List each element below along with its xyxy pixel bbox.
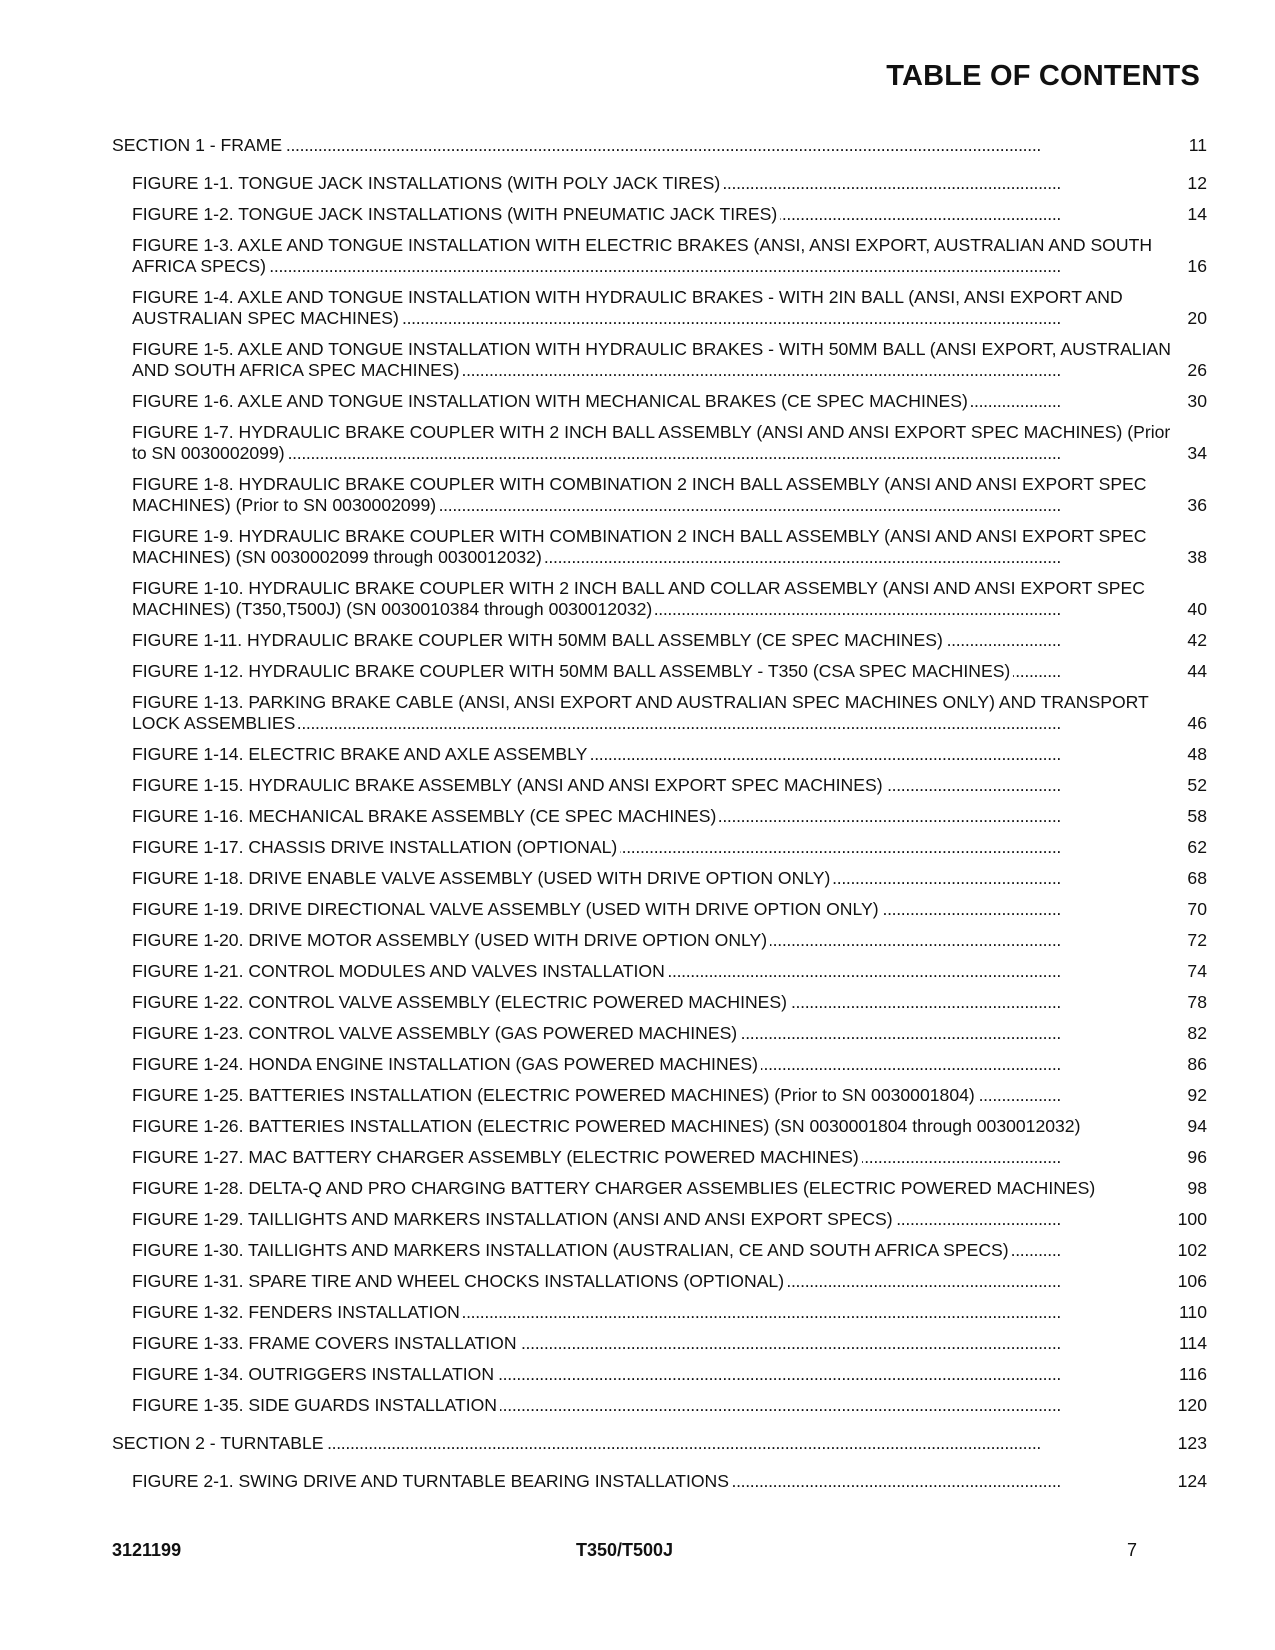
- toc-entry-title: FIGURE 1-29. TAILLIGHTS AND MARKERS INSTALLATION (ANSI AND ANSI EXPORT SPECS): [132, 1209, 896, 1229]
- page-title: TABLE OF CONTENTS: [886, 60, 1200, 92]
- toc-figure-entry[interactable]: [132, 961, 1207, 982]
- toc-entry-title: FIGURE 1-16. MECHANICAL BRAKE ASSEMBLY (CE SPEC MACHINES): [132, 806, 719, 826]
- toc-figure-entry[interactable]: [132, 287, 1207, 329]
- toc-entry-title: FIGURE 1-15. HYDRAULIC BRAKE ASSEMBLY (ANSI AND ANSI EXPORT SPEC MACHINES): [132, 775, 886, 795]
- toc-entry-page: 44: [1184, 661, 1207, 682]
- toc-entry-leader: [132, 1116, 1083, 1136]
- toc-entry-page: 52: [1184, 775, 1207, 796]
- toc-entry-page: 98: [1184, 1178, 1207, 1199]
- page-footer: [112, 1540, 1137, 1564]
- toc-figure-entry[interactable]: [132, 1085, 1207, 1106]
- toc-figure-entry[interactable]: [132, 692, 1207, 734]
- toc-entry-title: FIGURE 2-1. SWING DRIVE AND TURNTABLE BEARING INSTALLATIONS: [132, 1471, 732, 1491]
- toc-figure-entry[interactable]: [132, 992, 1207, 1013]
- toc-entry-title: FIGURE 1-13. PARKING BRAKE CABLE (ANSI, ANSI EXPORT AND AUSTRALIAN SPEC MACHINES ONLY) AND TRANSPORT LOCK ASSEMBLIES: [132, 692, 1149, 733]
- toc-entry-title: FIGURE 1-33. FRAME COVERS INSTALLATION: [132, 1333, 520, 1353]
- toc-figure-entry[interactable]: [132, 899, 1207, 920]
- toc-entry-page: 11: [1186, 135, 1207, 156]
- toc-entry-title: FIGURE 1-35. SIDE GUARDS INSTALLATION: [132, 1395, 500, 1415]
- toc-entry-leader: [132, 1178, 1098, 1198]
- toc-entry-page: 86: [1184, 1054, 1207, 1075]
- toc-entry-page: 94: [1184, 1116, 1207, 1137]
- toc-entry-page: 106: [1175, 1271, 1207, 1292]
- toc-section-entry[interactable]: [112, 1433, 1207, 1454]
- toc-entry-leader: [132, 1302, 463, 1322]
- toc-entry-title: FIGURE 1-10. HYDRAULIC BRAKE COUPLER WITH 2 INCH BALL AND COLLAR ASSEMBLY (ANSI AND ANSI EXPORT SPEC MACHINES) (T350,T500J) (SN 0030010384 through 0030012032): [132, 578, 1145, 619]
- toc-entry-leader: [132, 661, 1013, 681]
- toc-entry-leader: [132, 630, 946, 650]
- toc-entry-page: 62: [1184, 837, 1207, 858]
- toc-entry-title: FIGURE 1-2. TONGUE JACK INSTALLATIONS (WITH PNEUMATIC JACK TIRES): [132, 204, 780, 224]
- toc-figure-entry[interactable]: [132, 339, 1207, 381]
- toc-entry-page: 70: [1184, 899, 1207, 920]
- toc-entry-page: 110: [1176, 1302, 1207, 1323]
- toc-entry-title: FIGURE 1-12. HYDRAULIC BRAKE COUPLER WITH 50MM BALL ASSEMBLY - T350 (CSA SPEC MACHINES): [132, 661, 1013, 681]
- toc-entry-page: 123: [1175, 1433, 1207, 1454]
- toc-entry-leader: [132, 204, 780, 224]
- toc-entry-leader: [132, 1395, 500, 1415]
- toc-figure-entry[interactable]: [132, 1302, 1207, 1323]
- toc-entry-page: 116: [1176, 1364, 1207, 1385]
- toc-entry-page: 96: [1184, 1147, 1207, 1168]
- footer-doc-number: 3121199: [112, 1540, 182, 1560]
- toc-figure-entry[interactable]: [132, 1240, 1207, 1261]
- toc-entry-page: 74: [1184, 961, 1207, 982]
- toc-entry-leader: [132, 961, 668, 981]
- toc-entry-page: 20: [1184, 308, 1207, 329]
- toc-entry-title: FIGURE 1-20. DRIVE MOTOR ASSEMBLY (USED WITH DRIVE OPTION ONLY): [132, 930, 770, 950]
- toc-entry-leader: [132, 775, 886, 795]
- toc-entry-leader: [132, 1240, 1012, 1260]
- toc-entry-page: 26: [1184, 360, 1207, 381]
- toc-figure-entry[interactable]: [132, 661, 1207, 682]
- toc-entry-leader: [132, 391, 971, 411]
- toc-entry-leader: [132, 1333, 520, 1353]
- toc-entry-page: 78: [1184, 992, 1207, 1013]
- toc-entry-title: FIGURE 1-34. OUTRIGGERS INSTALLATION: [132, 1364, 497, 1384]
- toc-entry-page: 34: [1184, 443, 1207, 464]
- toc-entry-page: 14: [1184, 204, 1207, 225]
- toc-figure-entry[interactable]: [132, 1364, 1207, 1385]
- toc-entry-page: 100: [1175, 1209, 1207, 1230]
- toc-entry-title: FIGURE 1-28. DELTA-Q AND PRO CHARGING BATTERY CHARGER ASSEMBLIES (ELECTRIC POWERED MACHINES): [132, 1178, 1098, 1198]
- toc-entry-title: FIGURE 1-4. AXLE AND TONGUE INSTALLATION WITH HYDRAULIC BRAKES - WITH 2IN BALL (ANSI, ANSI EXPORT AND AUSTRALIAN SPEC MACHINES): [132, 287, 1123, 328]
- toc-entry-leader: [132, 1147, 862, 1167]
- toc-entry-leader: [132, 1271, 787, 1291]
- toc-entry-page: 102: [1175, 1240, 1207, 1261]
- toc-figure-entry[interactable]: [132, 204, 1207, 225]
- toc-entry-title: FIGURE 1-6. AXLE AND TONGUE INSTALLATION WITH MECHANICAL BRAKES (CE SPEC MACHINES): [132, 391, 971, 411]
- toc-entry-title: FIGURE 1-18. DRIVE ENABLE VALVE ASSEMBLY (USED WITH DRIVE OPTION ONLY): [132, 868, 833, 888]
- toc-entry-page: 48: [1184, 744, 1207, 765]
- toc-entry-page: 124: [1175, 1471, 1207, 1492]
- toc-entry-title: FIGURE 1-21. CONTROL MODULES AND VALVES INSTALLATION: [132, 961, 668, 981]
- toc-figure-entry[interactable]: [132, 868, 1207, 889]
- footer-page-number: 7: [1126, 1540, 1137, 1560]
- toc-entry-page: 42: [1184, 630, 1207, 651]
- toc-figure-entry[interactable]: [132, 1209, 1207, 1230]
- toc-entry-title: FIGURE 1-3. AXLE AND TONGUE INSTALLATION WITH ELECTRIC BRAKES (ANSI, ANSI EXPORT, AUSTRALIAN AND SOUTH AFRICA SPECS): [132, 235, 1153, 276]
- toc-entry-title: FIGURE 1-9. HYDRAULIC BRAKE COUPLER WITH COMBINATION 2 INCH BALL ASSEMBLY (ANSI AND ANSI EXPORT SPEC MACHINES) (SN 0030002099 through 0030012032): [132, 526, 1147, 567]
- toc-figure-entry[interactable]: [132, 806, 1207, 827]
- toc-entry-title: FIGURE 1-5. AXLE AND TONGUE INSTALLATION WITH HYDRAULIC BRAKES - WITH 50MM BALL (ANSI EXPORT, AUSTRALIAN AND SOUTH AFRICA SPEC MACHINES): [132, 339, 1171, 380]
- toc-entry-leader: [132, 1085, 978, 1105]
- footer-model: T350/T500J: [575, 1540, 674, 1560]
- toc-entry-title: FIGURE 1-22. CONTROL VALVE ASSEMBLY (ELECTRIC POWERED MACHINES): [132, 992, 790, 1012]
- toc-entry-leader: [132, 744, 590, 764]
- toc-figure-entry[interactable]: [132, 526, 1207, 568]
- toc-entry-page: 72: [1184, 930, 1207, 951]
- toc-entry-page: 120: [1175, 1395, 1207, 1416]
- toc-entry-leader: [112, 1433, 327, 1453]
- toc-entry-page: 36: [1184, 495, 1207, 516]
- toc-entry-page: 40: [1184, 599, 1207, 620]
- toc-entry-title: FIGURE 1-31. SPARE TIRE AND WHEEL CHOCKS INSTALLATIONS (OPTIONAL): [132, 1271, 787, 1291]
- toc-entry-title: FIGURE 1-24. HONDA ENGINE INSTALLATION (GAS POWERED MACHINES): [132, 1054, 761, 1074]
- toc-figure-entry[interactable]: [132, 173, 1207, 194]
- toc-entry-title: FIGURE 1-19. DRIVE DIRECTIONAL VALVE ASSEMBLY (USED WITH DRIVE OPTION ONLY): [132, 899, 882, 919]
- toc-entry-page: 30: [1184, 391, 1207, 412]
- toc-figure-entry[interactable]: [132, 1178, 1207, 1199]
- toc-section-entry[interactable]: [112, 135, 1207, 156]
- toc-figure-entry[interactable]: [132, 474, 1207, 516]
- toc-entry-title: FIGURE 1-30. TAILLIGHTS AND MARKERS INSTALLATION (AUSTRALIAN, CE AND SOUTH AFRICA SPECS): [132, 1240, 1012, 1260]
- toc-figure-entry[interactable]: [132, 837, 1207, 858]
- toc-figure-entry[interactable]: [132, 422, 1207, 464]
- toc-entry-title: SECTION 1 - FRAME: [112, 135, 285, 155]
- toc-entry-page: 68: [1184, 868, 1207, 889]
- toc-entry-title: FIGURE 1-7. HYDRAULIC BRAKE COUPLER WITH 2 INCH BALL ASSEMBLY (ANSI AND ANSI EXPORT SPEC MACHINES) (Prior to SN 0030002099): [132, 422, 1171, 463]
- toc-entry-leader: [132, 806, 719, 826]
- table-of-contents: [112, 135, 1207, 1502]
- toc-figure-entry[interactable]: [132, 1116, 1207, 1137]
- toc-figure-entry[interactable]: [132, 391, 1207, 412]
- toc-entry-title: FIGURE 1-32. FENDERS INSTALLATION: [132, 1302, 463, 1322]
- toc-entry-page: 38: [1184, 547, 1207, 568]
- toc-entry-page: 82: [1184, 1023, 1207, 1044]
- toc-figure-entry[interactable]: [132, 1395, 1207, 1416]
- toc-figure-entry[interactable]: [132, 1271, 1207, 1292]
- toc-entry-leader: [132, 1471, 732, 1491]
- toc-entry-leader: [132, 1054, 761, 1074]
- toc-entry-leader: [112, 135, 285, 155]
- toc-entry-page: 12: [1184, 173, 1207, 194]
- toc-entry-title: FIGURE 1-26. BATTERIES INSTALLATION (ELECTRIC POWERED MACHINES) (SN 0030001804 through 0030012032): [132, 1116, 1083, 1136]
- toc-entry-leader: [132, 1209, 896, 1229]
- toc-entry-page: 58: [1184, 806, 1207, 827]
- toc-entry-title: FIGURE 1-11. HYDRAULIC BRAKE COUPLER WITH 50MM BALL ASSEMBLY (CE SPEC MACHINES): [132, 630, 946, 650]
- toc-entry-page: 16: [1184, 256, 1207, 277]
- toc-entry-leader: [132, 868, 833, 888]
- toc-entry-leader: [132, 837, 620, 857]
- toc-entry-leader: [132, 173, 723, 193]
- toc-entry-title: FIGURE 1-8. HYDRAULIC BRAKE COUPLER WITH COMBINATION 2 INCH BALL ASSEMBLY (ANSI AND ANSI EXPORT SPEC MACHINES) (Prior to SN 0030002099): [132, 474, 1147, 515]
- toc-figure-entry[interactable]: [132, 930, 1207, 951]
- toc-figure-entry[interactable]: [132, 744, 1207, 765]
- toc-entry-leader: [132, 1023, 740, 1043]
- toc-figure-entry[interactable]: [132, 1054, 1207, 1075]
- toc-figure-entry[interactable]: [132, 1023, 1207, 1044]
- toc-figure-entry[interactable]: [132, 1147, 1207, 1168]
- toc-entry-title: FIGURE 1-1. TONGUE JACK INSTALLATIONS (WITH POLY JACK TIRES): [132, 173, 723, 193]
- toc-figure-entry[interactable]: [132, 578, 1207, 620]
- toc-entry-leader: [132, 992, 790, 1012]
- toc-entry-leader: [132, 899, 882, 919]
- toc-figure-entry[interactable]: [132, 1471, 1207, 1492]
- toc-entry-page: 114: [1176, 1333, 1207, 1354]
- toc-entry-title: FIGURE 1-25. BATTERIES INSTALLATION (ELECTRIC POWERED MACHINES) (Prior to SN 0030001804): [132, 1085, 978, 1105]
- toc-entry-page: 92: [1184, 1085, 1207, 1106]
- toc-entry-title: FIGURE 1-17. CHASSIS DRIVE INSTALLATION (OPTIONAL): [132, 837, 620, 857]
- toc-entry-title: FIGURE 1-27. MAC BATTERY CHARGER ASSEMBLY (ELECTRIC POWERED MACHINES): [132, 1147, 862, 1167]
- toc-entry-title: SECTION 2 - TURNTABLE: [112, 1433, 327, 1453]
- toc-figure-entry[interactable]: [132, 1333, 1207, 1354]
- toc-entry-page: 46: [1184, 713, 1207, 734]
- dot-leader: [132, 256, 1171, 277]
- toc-entry-title: FIGURE 1-14. ELECTRIC BRAKE AND AXLE ASSEMBLY: [132, 744, 590, 764]
- toc-entry-leader: [132, 930, 770, 950]
- toc-entry-leader: [132, 1364, 497, 1384]
- toc-entry-title: FIGURE 1-23. CONTROL VALVE ASSEMBLY (GAS POWERED MACHINES): [132, 1023, 740, 1043]
- toc-figure-entry[interactable]: [132, 775, 1207, 796]
- toc-figure-entry[interactable]: [132, 235, 1207, 277]
- toc-figure-entry[interactable]: [132, 630, 1207, 651]
